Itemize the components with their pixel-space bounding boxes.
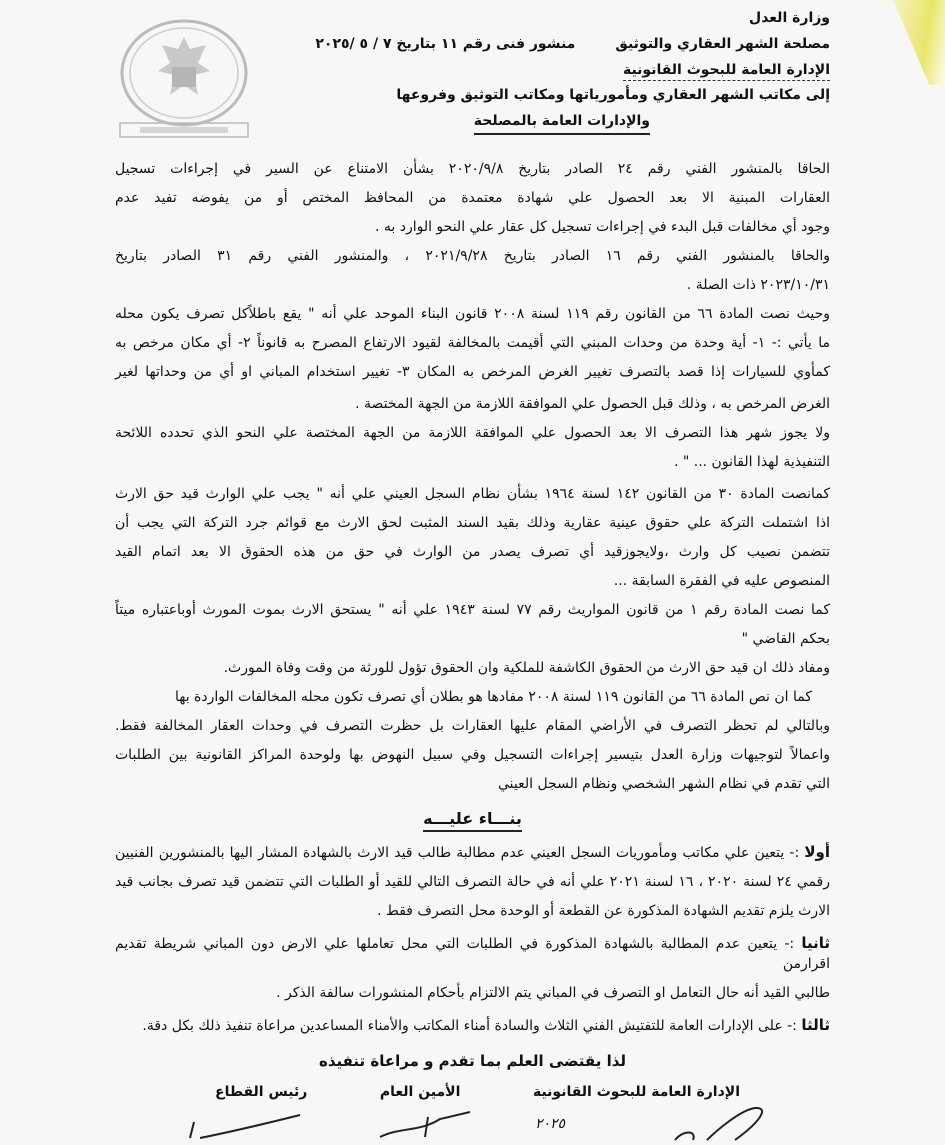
closing-line: لذا يقتضى العلم بما تقدم و مراعاة تنفيذه [318,1052,627,1070]
handwritten-signature-sector-head [180,1110,310,1140]
body-line: كما ان نص المادة ٦٦ من القانون ١١٩ لسنة ٢٠٠٨ مفادها هو بطلان أي تصرف تكون محله المخالفات الواردة بها [174,689,812,705]
circular-number-date: منشور فنى رقم ١١ بتاريخ ٧ / ٥ /٢٠٢٥ [315,36,576,52]
authority-name: مصلحة الشهر العقاري والتوثيق [615,36,830,52]
body-line: ٢٠٢٣/١٠/٣١ ذات الصلة . [686,277,830,293]
decision-first-label: أولا [804,843,830,861]
body-line: المنصوص عليه في الفقرة السابقة ... [613,573,830,589]
yellow-highlight-mark [893,0,945,85]
recipients-line-1: إلى مكاتب الشهر العقاري ومأمورياتها ومكاتب التوثيق وفروعها [396,87,830,103]
signatory-sector-head: رئيس القطاع [215,1084,308,1100]
decision-third-label: ثالثا [801,1016,830,1034]
body-line: وحيث نصت المادة ٦٦ من القانون رقم ١١٩ لسنة ٢٠٠٨ قانون البناء الموحد علي أنه " يقع باطلاًكل تصرف يكون محله [115,306,831,322]
body-line: وجود أي مخالفات قبل البدء في إجراءات تسجيل كل عقار علي النحو الوارد به . [374,219,830,235]
decision-text: :- يتعين علي مكاتب ومأموريات السجل العيني عدم مطالبة طالب قيد الارث بالشهادة المشار اليها بالمنشورين الفنيين [115,845,800,861]
decision-text: الارث يلزم تقديم الشهادة المذكورة عن القطعة أو الوحدة محل التصرف فقط . [377,903,830,919]
handwritten-signature-secretary [370,1107,480,1142]
body-line: التي تقدم في نظام الشهر الشخصي ونظام السجل العيني [497,776,830,792]
decisions [115,842,830,1036]
body-line: العقارات المبنية الا بعد الحصول علي شهادة معتمدة من المحافظ المختص أو من يفوضه تفيد عدم [115,190,830,206]
document-body [115,159,830,794]
decision-text: رقمي ٢٤ لسنة ٢٠٢٠ ، ١٦ لسنة ٢٠٢١ علي أنه في حالة التصرف التالي للقيد أو الطلبات التي تتضمن قيد تصرف بجانب قيد [115,874,830,890]
recipients-line-2: والإدارات العامة بالمصلحة [474,111,650,135]
decision-text: طالبي القيد أنه حال التعامل او التصرف في المباني يتم الالتزام بأحكام المنشورات سالفة الذكر . [276,985,830,1001]
body-line: ما يأتي :- ١- أية وحدة من وحدات المبني التي أقيمت بالمخالفة لقيود الارتفاع المصرح به قانوناً ٢- أي مكان مرخص به [115,335,830,351]
decision-second-label: ثانيا [801,934,830,952]
body-line: تتضمن نصيب كل وارث ،ولايجوزقيد أي تصرف يصدر من الوارث في حق من هذه الحقوق الا بعد اتمام القيد [115,544,830,560]
body-line: الحاقا بالمنشور الفني رقم ٢٤ الصادر بتاريخ ٢٠٢٠/٩/٨ بشأن الامتناع عن السير في إجراءات تسجيل [115,161,830,177]
decision-third-line [115,1015,830,1036]
body-line: واعمالاً لتوجيهات وزارة العدل بتيسير إجراءات التسجيل وفي سبيل النهوض بها ولوحدة المراكز القانونية بين الطلبات [115,747,830,763]
signatories-row [115,1082,830,1102]
body-line: وبالتالي لم تحظر التصرف في الأراضي المقام عليها العقارات بل حظرت التصرف في وحدات العقار المخالفة فقط. [115,718,830,734]
handwritten-year: ٢٠٢٥ [535,1116,566,1132]
body-line: ولا يجوز شهر هذا التصرف الا بعد الحصول علي الموافقة اللازمة من الجهة المختصة علي النحو الذي تحدده اللائحة [115,425,830,441]
heading-text: بنـــاء عليـــه [423,809,522,832]
body-line: التنفيذية لهذا القانون ... " . [673,454,830,470]
signatory-legal-research: الإدارة العامة للبحوث القانونية [532,1084,740,1100]
heading-based-on [115,808,830,830]
body-line: بحكم القاضي " [741,631,830,647]
signatory-secretary-general: الأمين العام [379,1084,461,1100]
document-header [115,8,830,135]
handwritten-signature-legal [585,1102,785,1142]
department-name: الإدارة العامة للبحوث القانونية [623,60,830,81]
decision-second-line [115,933,830,974]
decision-text: :- يتعين عدم المطالبة بالشهادة المذكورة في الطلبات التي محل تعاملها علي الارض دون المباني شريطة تقديم اقرارمن [115,936,830,972]
body-line: كما نصت المادة رقم ١ من قانون المواريث رقم ٧٧ لسنة ١٩٤٣ علي أنه " يستحق الارث بموت المورث أوباعتباره ميتاً [115,602,831,618]
body-line: ومفاد ذلك ان قيد حق الارث من الحقوق الكاشفة للملكية وان الحقوق تؤول للورثة من وقت وفاة المورث. [223,660,830,676]
body-line: والحاقا بالمنشور الفني رقم ١٦ الصادر بتاريخ ٢٠٢١/٩/٢٨ ، والمنشور الفني رقم ٣١ الصادر بتاريخ [115,248,831,264]
signature-marks [115,1102,830,1142]
body-line: الغرض المرخص به ، وذلك قبل الحصول علي الموافقة اللازمة من الجهة المختصة . [355,396,830,412]
body-line: كمانصت المادة ٣٠ من القانون ١٤٢ لسنة ١٩٦٤ بشأن نظام السجل العيني علي أنه " يجب علي الوارث قيد حق الارث [115,486,830,502]
body-line: اذا اشتملت التركة علي حقوق عينية عقارية وذلك بقيد السند المثبت لحق الارث مع قوائم جرد التركة التي يجب أن [115,515,830,531]
ministry-name: وزارة العدل [749,10,830,26]
document-page [115,0,830,1142]
decision-first-line [115,842,830,863]
decision-text: :- على الإدارات العامة للتفتيش الفني الثلاث والسادة أمناء المكاتب والأمناء المساعدين مراعاة تنفيذ ذلك بكل دقة. [142,1018,797,1034]
body-line: كمأوي للسيارات إذا قصد بالتصرف تغيير الغرض المرخص به المكان ٣- تغيير استخدام المباني او أي من وحداتها لغير [115,364,830,380]
